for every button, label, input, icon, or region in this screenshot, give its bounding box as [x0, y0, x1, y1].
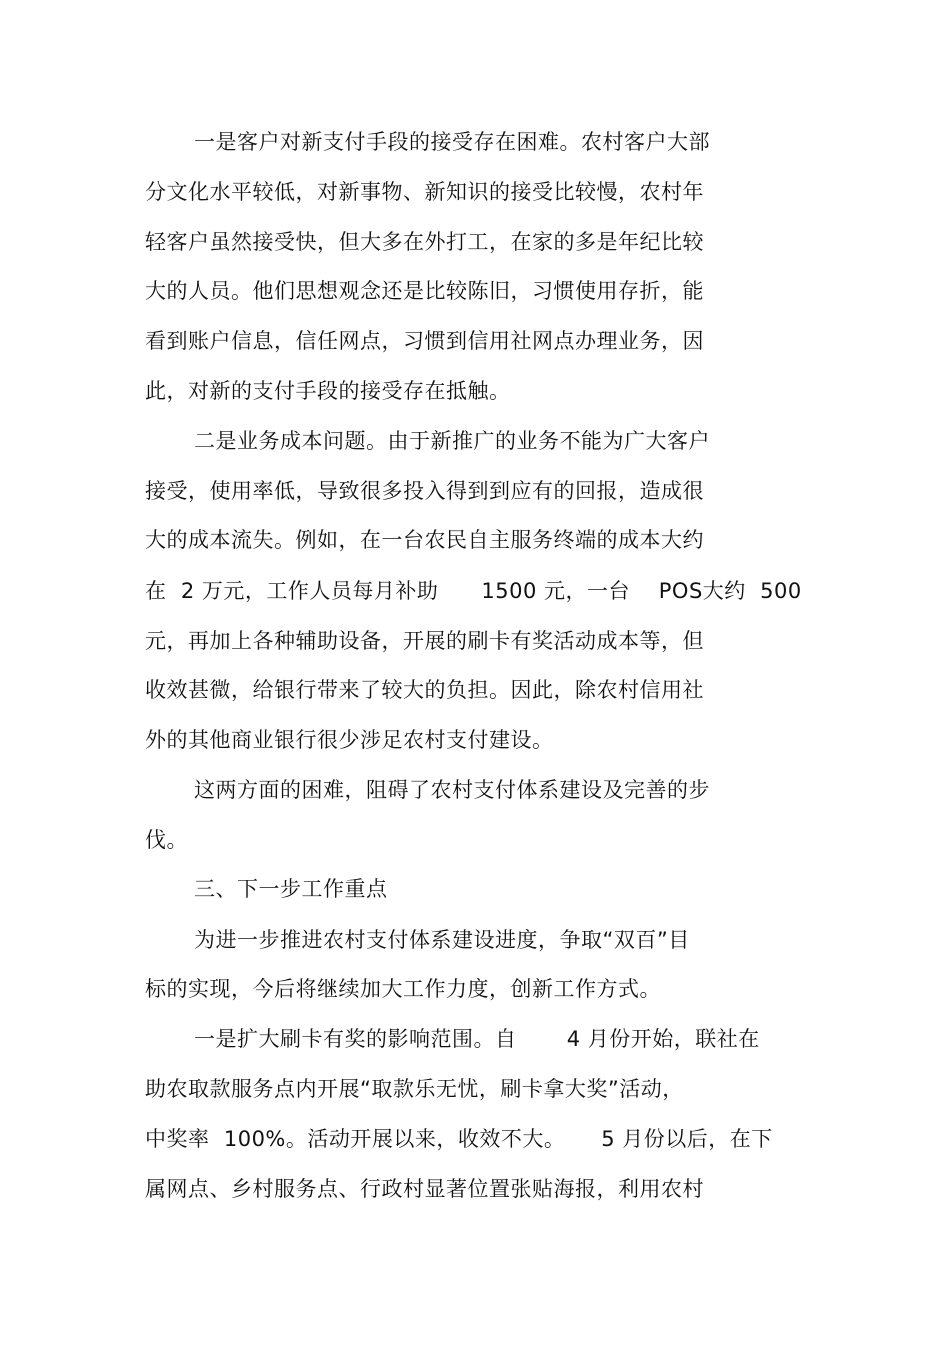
text-line: 属网点、乡村服务点、行政村显著位置张贴海报，利用农村 — [145, 1177, 704, 1201]
text-line: 分文化水平较低，对新事物、新知识的接受比较慢，农村年 — [145, 180, 704, 204]
text-line: 伐。 — [145, 828, 188, 852]
text-line: 一是扩大刷卡有奖的影响范围。自 4 月份开始，联社在 — [194, 1027, 760, 1051]
text-line: 此，对新的支付手段的接受存在抵触。 — [145, 379, 511, 403]
text-line: 收效甚微，给银行带来了较大的负担。因此，除农村信用社 — [145, 678, 704, 702]
text-line: 看到账户信息，信任网点，习惯到信用社网点办理业务，因 — [145, 329, 704, 353]
text-line: 这两方面的困难，阻碍了农村支付体系建设及完善的步 — [194, 778, 710, 802]
text-line: 一是客户对新支付手段的接受存在困难。农村客户大部 — [194, 130, 710, 154]
text-line: 二是业务成本问题。由于新推广的业务不能为广大客户 — [194, 429, 710, 453]
text-line: 在 2 万元，工作人员每月补助 1500 元，一台 POS大约 500 — [145, 579, 802, 603]
text-line: 接受，使用率低，导致很多投入得到到应有的回报，造成很 — [145, 479, 704, 503]
text-line: 助农取款服务点内开展“取款乐无忧，刷卡拿大奖”活动， — [145, 1077, 684, 1101]
text-line: 外的其他商业银行很少涉足农村支付建设。 — [145, 728, 554, 752]
text-line: 中奖率 100%。活动开展以来，收效不大。 5 月份以后，在下 — [145, 1127, 773, 1151]
text-line: 元，再加上各种辅助设备，开展的刷卡有奖活动成本等，但 — [145, 629, 704, 653]
section-heading: 三、下一步工作重点 — [194, 877, 388, 901]
text-line: 大的人员。他们思想观念还是比较陈旧，习惯使用存折，能 — [145, 279, 704, 303]
text-line: 大的成本流失。例如，在一台农民自主服务终端的成本大约 — [145, 528, 704, 552]
text-line: 为进一步推进农村支付体系建设进度，争取“双百”目 — [194, 928, 690, 952]
text-line: 轻客户虽然接受快，但大多在外打工，在家的多是年纪比较 — [145, 230, 704, 254]
text-line: 标的实现，今后将继续加大工作力度，创新工作方式。 — [145, 977, 661, 1001]
